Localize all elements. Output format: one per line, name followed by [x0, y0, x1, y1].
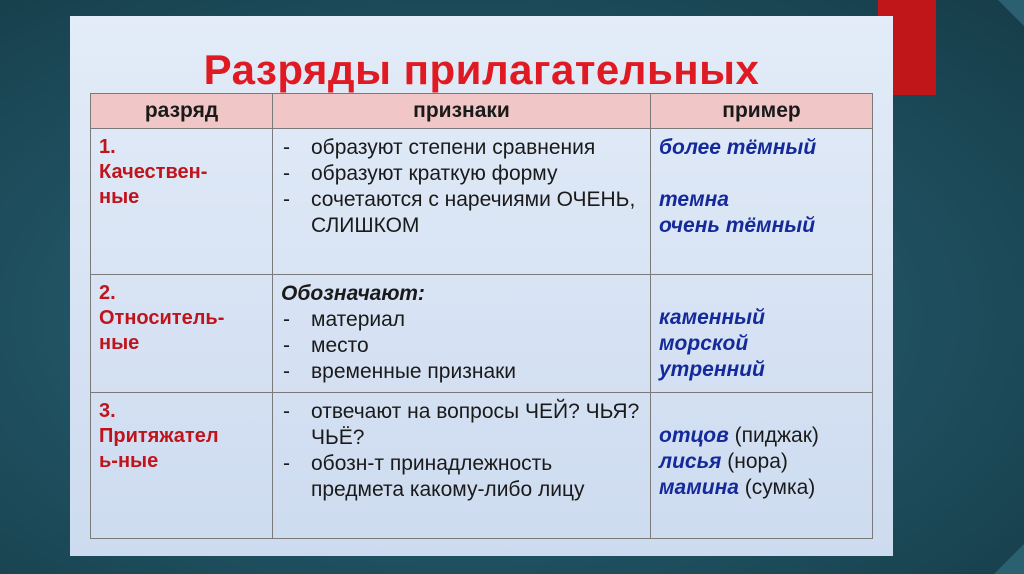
page-title: Разряды прилагательных	[203, 46, 760, 93]
category-number: 1.	[99, 136, 116, 158]
example-note: (нора)	[721, 450, 788, 473]
example-word: лисья	[659, 450, 722, 473]
example-word: отцов	[659, 424, 729, 447]
header-category: разряд	[91, 94, 273, 129]
examples-cell	[651, 129, 873, 275]
header-example: пример	[651, 94, 873, 129]
feature-item: - место	[281, 333, 642, 359]
table-header-row	[91, 94, 873, 129]
example-word: очень тёмный	[659, 214, 816, 237]
feature-item: - образуют краткую форму	[281, 161, 642, 187]
example-word: более тёмный	[659, 136, 817, 159]
feature-item: - сочетаются с наречиями ОЧЕНЬ, СЛИШКОМ	[281, 187, 642, 239]
feature-item: - отвечают на вопросы ЧЕЙ? ЧЬЯ? ЧЬЁ?	[281, 399, 642, 451]
feature-item: - обозн-т принадлежность предмета какому-либо лицу	[281, 451, 642, 503]
category-cell	[91, 129, 273, 275]
corner-decoration-bottom	[994, 544, 1024, 574]
examples-cell	[651, 275, 873, 393]
example-note: (сумка)	[738, 476, 816, 499]
table-row	[91, 275, 873, 393]
category-number: 3.	[99, 400, 116, 422]
features-heading: Обозначают:	[281, 282, 425, 305]
header-features: признаки	[273, 94, 651, 129]
example-word: утренний	[659, 358, 765, 381]
example-spacer	[659, 161, 864, 187]
example-word: темна	[659, 188, 729, 211]
features-list	[281, 307, 642, 385]
category-number: 2.	[99, 282, 116, 304]
example-line	[659, 449, 864, 475]
category-name: Качествен- ные	[99, 161, 208, 208]
category-name: Притяжател ь-ные	[99, 425, 219, 472]
features-cell	[273, 275, 651, 393]
example-line	[659, 475, 864, 501]
table-row	[91, 129, 873, 275]
feature-item: - временные признаки	[281, 359, 642, 385]
example-line	[659, 423, 864, 449]
features-cell	[273, 129, 651, 275]
example-word: мамина	[659, 476, 739, 499]
features-cell	[273, 393, 651, 539]
feature-item: - образуют степени сравнения	[281, 135, 642, 161]
example-note: (пиджак)	[728, 424, 819, 447]
slide-card	[70, 16, 893, 556]
features-list	[281, 399, 642, 503]
features-list	[281, 135, 642, 239]
category-cell	[91, 393, 273, 539]
corner-decoration-top	[998, 0, 1024, 26]
adjective-categories-table	[90, 93, 873, 539]
feature-item: - материал	[281, 307, 642, 333]
example-word: каменный	[659, 306, 765, 329]
examples-cell	[651, 393, 873, 539]
example-word: морской	[659, 332, 749, 355]
category-cell	[91, 275, 273, 393]
category-name: Относитель- ные	[99, 307, 225, 354]
table-row	[91, 393, 873, 539]
